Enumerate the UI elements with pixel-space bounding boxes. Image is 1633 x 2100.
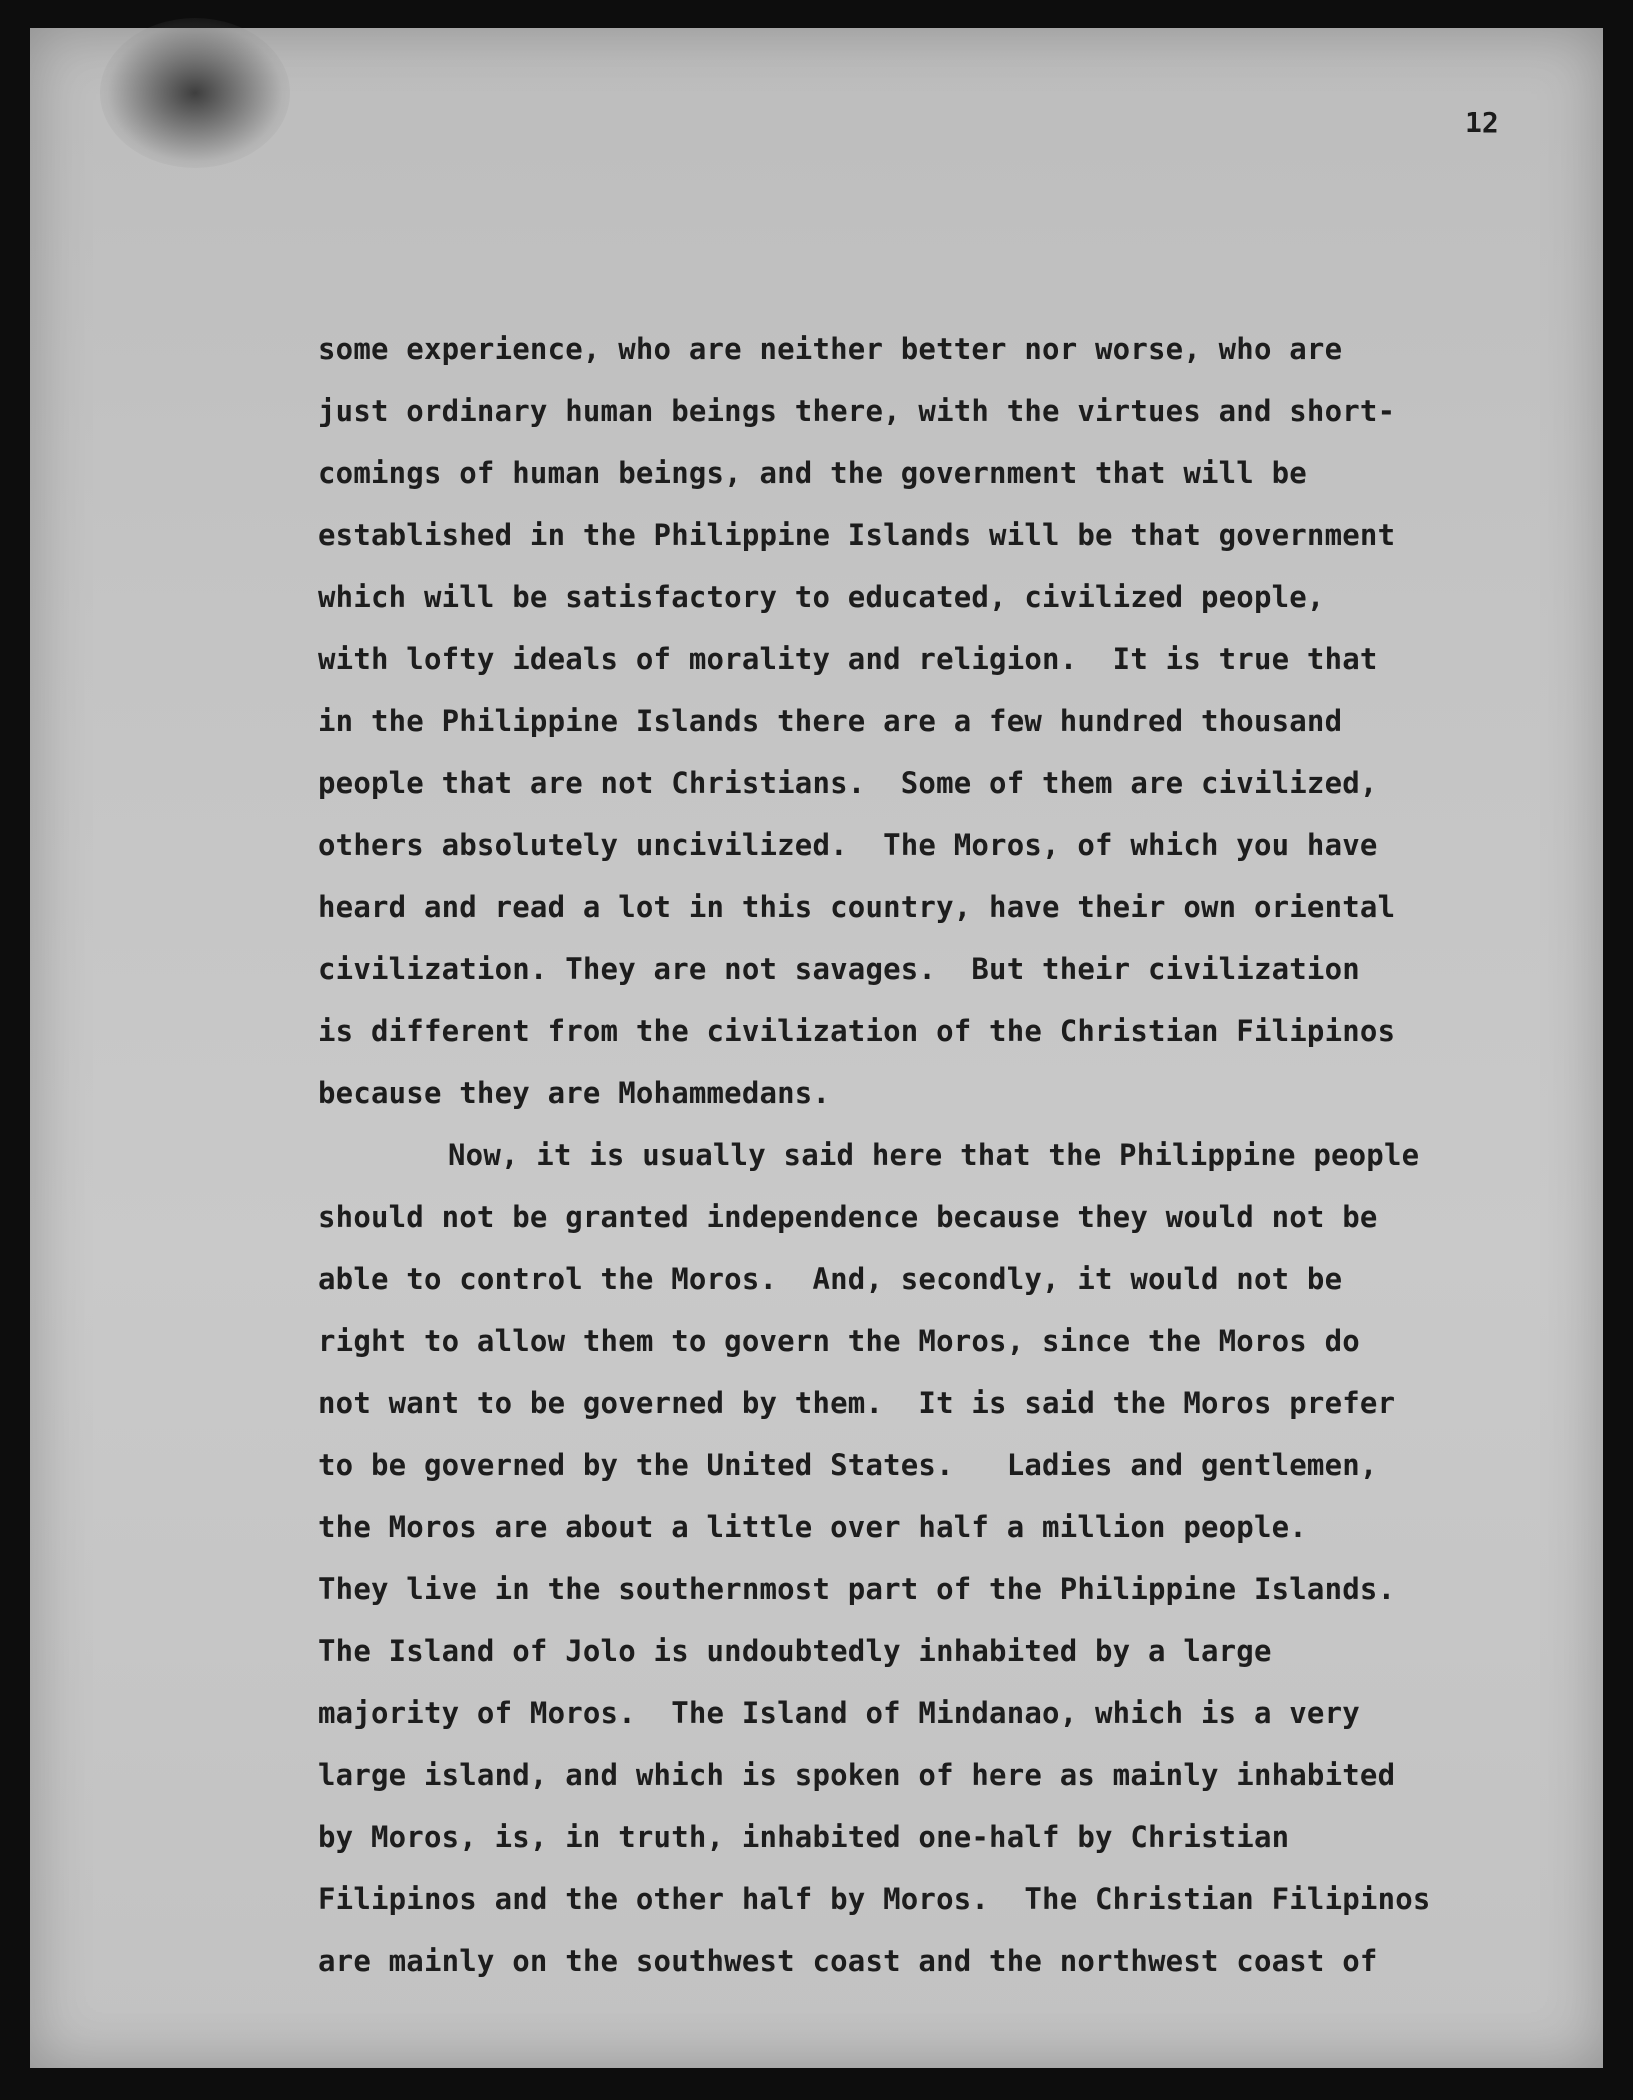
ink-smudge (100, 18, 290, 168)
text-line-12: is different from the civilization of the Christian Filipinos (318, 1014, 1396, 1048)
text-line-20: the Moros are about a little over half a million people. (318, 1510, 1307, 1544)
text-line-16: able to control the Moros. And, secondly, it would not be (318, 1262, 1343, 1296)
text-line-24: large island, and which is spoken of here as mainly inhabited (318, 1758, 1396, 1792)
text-line-22: The Island of Jolo is undoubtedly inhabited by a large (318, 1634, 1272, 1668)
text-line-17: right to allow them to govern the Moros, since the Moros do (318, 1324, 1360, 1358)
text-line-15: should not be granted independence because they would not be (318, 1200, 1378, 1234)
text-line-1: some experience, who are neither better nor worse, who are (318, 332, 1343, 366)
text-line-26: Filipinos and the other half by Moros. The Christian Filipinos (318, 1882, 1431, 1916)
text-line-10: heard and read a lot in this country, have their own oriental (318, 890, 1396, 924)
page-number: 12 (1465, 106, 1499, 139)
text-line-9: others absolutely uncivilized. The Moros, of which you have (318, 828, 1378, 862)
text-line-7: in the Philippine Islands there are a few hundred thousand (318, 704, 1343, 738)
text-line-21: They live in the southernmost part of the Philippine Islands. (318, 1572, 1396, 1606)
text-line-4: established in the Philippine Islands will be that government (318, 518, 1396, 552)
text-line-3: comings of human beings, and the government that will be (318, 456, 1307, 490)
text-line-25: by Moros, is, in truth, inhabited one-half by Christian (318, 1820, 1290, 1854)
text-line-19: to be governed by the United States. Ladies and gentlemen, (318, 1448, 1378, 1482)
text-line-6: with lofty ideals of morality and religion. It is true that (318, 642, 1378, 676)
text-line-5: which will be satisfactory to educated, civilized people, (318, 580, 1325, 614)
text-line-11: civilization. They are not savages. But their civilization (318, 952, 1360, 986)
text-line-23: majority of Moros. The Island of Mindanao, which is a very (318, 1696, 1360, 1730)
text-line-8: people that are not Christians. Some of them are civilized, (318, 766, 1378, 800)
text-line-27: are mainly on the southwest coast and the northwest coast of (318, 1944, 1378, 1978)
text-line-2: just ordinary human beings there, with the virtues and short- (318, 394, 1396, 428)
typed-text-body (318, 318, 1518, 1992)
text-line-18: not want to be governed by them. It is said the Moros prefer (318, 1386, 1396, 1420)
text-line-13: because they are Mohammedans. (318, 1076, 831, 1110)
text-line-14: Now, it is usually said here that the Philippine people (448, 1138, 1420, 1172)
